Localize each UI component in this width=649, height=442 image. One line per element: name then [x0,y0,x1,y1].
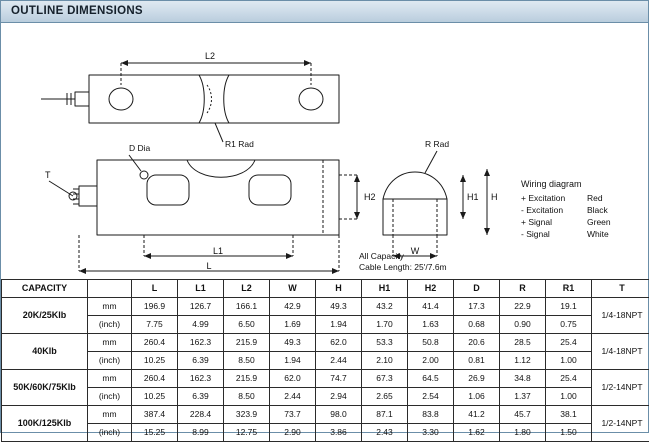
wiring-diagram-title: Wiring diagram [521,179,643,189]
cell-L: 7.75 [132,316,178,334]
cell-H1: 67.3 [362,370,408,388]
unit-cell: mm [88,406,132,424]
cell-D: 26.9 [454,370,500,388]
cell-D: 17.3 [454,298,500,316]
wiring-color: White [587,228,637,240]
cell-D: 20.6 [454,334,500,352]
wiring-color: Red [587,192,637,204]
cell-L1: 126.7 [178,298,224,316]
wiring-color: Black [587,204,637,216]
cell-H2: 1.63 [408,316,454,334]
svg-text:R Rad: R Rad [425,139,449,149]
cell-L2: 323.9 [224,406,270,424]
cable-length-note [359,251,447,273]
col-L2: L2 [224,280,270,298]
cell-T: 1/4-18NPT [592,298,649,334]
cell-L1: 228.4 [178,406,224,424]
cell-H2: 2.00 [408,352,454,370]
cell-H2: 50.8 [408,334,454,352]
cell-H: 74.7 [316,370,362,388]
cell-D: 41.2 [454,406,500,424]
cell-H2: 2.54 [408,388,454,406]
cell-R: 28.5 [500,334,546,352]
cell-H1: 2.10 [362,352,408,370]
cell-W: 1.94 [270,352,316,370]
page-title: OUTLINE DIMENSIONS [11,5,143,17]
capacity-cell: 100K/125Klb [2,406,88,442]
cell-R: 1.37 [500,388,546,406]
table-row [2,388,649,406]
unit-cell: (inch) [88,316,132,334]
cell-R1: 25.4 [546,370,592,388]
svg-text:L2: L2 [205,51,215,61]
load-cell-outline-svg [1,23,648,279]
section-title-bar [1,1,648,23]
cell-D: 1.06 [454,388,500,406]
cell-L2: 215.9 [224,334,270,352]
table-row [2,370,649,388]
svg-text:T: T [45,170,51,180]
cell-W: 73.7 [270,406,316,424]
col-R1: R1 [546,280,592,298]
cell-L2: 215.9 [224,370,270,388]
cell-H1: 2.65 [362,388,408,406]
cell-L2: 6.50 [224,316,270,334]
cell-H1: 43.2 [362,298,408,316]
cell-D: 0.68 [454,316,500,334]
col-W: W [270,280,316,298]
dimensions-table-wrap [1,279,648,432]
cell-L: 260.4 [132,334,178,352]
wiring-signal: - Signal [521,228,587,240]
cell-H1: 53.3 [362,334,408,352]
col-H1: H1 [362,280,408,298]
svg-text:R1 Rad: R1 Rad [225,139,254,149]
table-row [2,334,649,352]
cell-H1: 1.70 [362,316,408,334]
cell-T: 1/2-14NPT [592,370,649,406]
cell-R: 45.7 [500,406,546,424]
svg-text:D Dia: D Dia [129,143,151,153]
wiring-signal: + Signal [521,216,587,228]
cell-D: 0.81 [454,352,500,370]
cell-R: 1.12 [500,352,546,370]
cell-H: 3.86 [316,424,362,442]
cell-L: 196.9 [132,298,178,316]
col-T: T [592,280,649,298]
wiring-signal: + Excitation [521,192,587,204]
cell-R1: 1.00 [546,352,592,370]
cell-D: 1.62 [454,424,500,442]
unit-cell: mm [88,370,132,388]
unit-cell: (inch) [88,352,132,370]
cell-T: 1/2-14NPT [592,406,649,442]
cell-W: 62.0 [270,370,316,388]
cell-L1: 162.3 [178,370,224,388]
cell-L1: 8.99 [178,424,224,442]
cell-H: 1.94 [316,316,362,334]
svg-text:H2: H2 [364,192,376,202]
dimensions-table [1,279,649,442]
cell-W: 2.90 [270,424,316,442]
cable-note-line2: Cable Length: 25'/7.6m [359,262,447,273]
unit-cell: (inch) [88,388,132,406]
cell-H: 2.44 [316,352,362,370]
wiring-color: Green [587,216,637,228]
cell-R: 34.8 [500,370,546,388]
cell-R1: 1.50 [546,424,592,442]
wiring-signal: - Excitation [521,204,587,216]
cell-W: 49.3 [270,334,316,352]
cell-R1: 0.75 [546,316,592,334]
cell-L1: 6.39 [178,388,224,406]
cell-L2: 8.50 [224,388,270,406]
unit-cell: mm [88,334,132,352]
table-row [2,316,649,334]
cell-H: 49.3 [316,298,362,316]
cell-H: 2.94 [316,388,362,406]
col-capacity: CAPACITY [2,280,88,298]
wiring-diagram [521,179,643,240]
capacity-cell: 50K/60K/75Klb [2,370,88,406]
cell-R1: 19.1 [546,298,592,316]
col-D: D [454,280,500,298]
capacity-cell: 40Klb [2,334,88,370]
col-L: L [132,280,178,298]
cell-L: 260.4 [132,370,178,388]
svg-text:H: H [491,192,498,202]
cell-R: 1.80 [500,424,546,442]
cell-R: 0.90 [500,316,546,334]
cell-L: 10.25 [132,352,178,370]
table-row [2,406,649,424]
table-row [2,352,649,370]
col-R: R [500,280,546,298]
svg-text:W: W [411,246,420,256]
cell-R1: 1.00 [546,388,592,406]
drawing-area [1,23,648,279]
cell-R1: 38.1 [546,406,592,424]
cell-H1: 2.43 [362,424,408,442]
cell-L1: 4.99 [178,316,224,334]
col-H2: H2 [408,280,454,298]
cell-L2: 166.1 [224,298,270,316]
cell-L1: 162.3 [178,334,224,352]
table-row [2,298,649,316]
col-unit [88,280,132,298]
cell-L: 387.4 [132,406,178,424]
capacity-cell: 20K/25Klb [2,298,88,334]
cell-L2: 12.75 [224,424,270,442]
svg-text:L1: L1 [213,246,223,256]
cell-W: 1.69 [270,316,316,334]
cell-L2: 8.50 [224,352,270,370]
cell-W: 42.9 [270,298,316,316]
table-header-row [2,280,649,298]
svg-text:L: L [206,261,211,271]
cell-H2: 64.5 [408,370,454,388]
cell-R: 22.9 [500,298,546,316]
cell-L1: 6.39 [178,352,224,370]
cell-H2: 3.30 [408,424,454,442]
cell-R1: 25.4 [546,334,592,352]
svg-text:H1: H1 [467,192,479,202]
col-H: H [316,280,362,298]
unit-cell: mm [88,298,132,316]
cell-L: 10.25 [132,388,178,406]
cell-H2: 41.4 [408,298,454,316]
cell-L: 15.25 [132,424,178,442]
cell-H: 98.0 [316,406,362,424]
cable-note-line1: All Capacity [359,251,447,262]
col-L1: L1 [178,280,224,298]
cell-H1: 87.1 [362,406,408,424]
cell-W: 2.44 [270,388,316,406]
unit-cell: (inch) [88,424,132,442]
cell-H2: 83.8 [408,406,454,424]
cell-H: 62.0 [316,334,362,352]
cell-T: 1/4-18NPT [592,334,649,370]
